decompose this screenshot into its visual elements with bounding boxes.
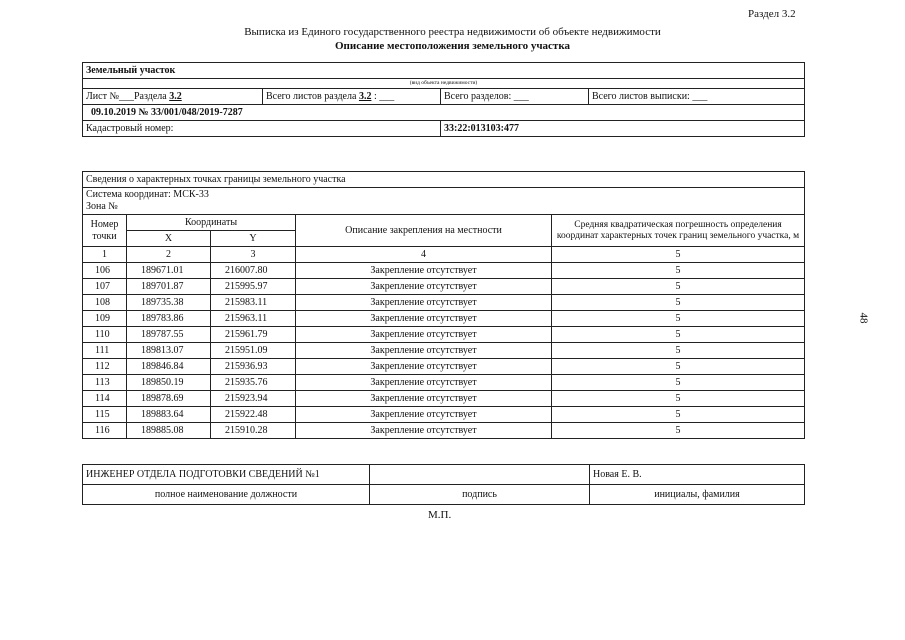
error-value: 5	[552, 263, 805, 279]
description: Закрепление отсутствует	[296, 375, 552, 391]
table-row	[83, 375, 805, 391]
y-value: 215961.79	[211, 327, 296, 343]
col-coords-header: Координаты	[127, 215, 296, 231]
x-value: 189850.19	[127, 375, 211, 391]
y-value: 215935.76	[211, 375, 296, 391]
error-value: 5	[552, 279, 805, 295]
x-value: 189878.69	[127, 391, 211, 407]
x-value: 189671.01	[127, 263, 211, 279]
y-value: 215951.09	[211, 343, 296, 359]
table-row	[83, 295, 805, 311]
points-table	[82, 171, 805, 439]
description: Закрепление отсутствует	[296, 391, 552, 407]
cadastral-label: Кадастровый номер:	[83, 121, 441, 137]
col-description-header: Описание закрепления на местности	[296, 215, 552, 247]
name-caption: инициалы, фамилия	[590, 485, 805, 505]
point-number: 115	[83, 407, 127, 423]
name-field: Новая Е. В.	[590, 465, 805, 485]
table-row	[83, 263, 805, 279]
description: Закрепление отсутствует	[296, 327, 552, 343]
signature-table	[82, 464, 805, 505]
x-value: 189885.08	[127, 423, 211, 439]
x-value: 189783.86	[127, 311, 211, 327]
y-value: 215910.28	[211, 423, 296, 439]
point-number: 109	[83, 311, 127, 327]
zone: Зона №	[86, 201, 118, 212]
position-caption: полное наименование должности	[83, 485, 370, 505]
description: Закрепление отсутствует	[296, 295, 552, 311]
table-row	[83, 391, 805, 407]
sheets-in-section	[263, 89, 441, 105]
point-number: 106	[83, 263, 127, 279]
point-number: 111	[83, 343, 127, 359]
table-row	[83, 279, 805, 295]
table-row	[83, 359, 805, 375]
stamp-mark: М.П.	[428, 509, 452, 521]
col-number: 3	[211, 247, 296, 263]
y-value: 215983.11	[211, 295, 296, 311]
y-value: 215923.94	[211, 391, 296, 407]
points-title: Сведения о характерных точках границы земельного участка	[83, 172, 805, 188]
point-number: 114	[83, 391, 127, 407]
sheets-in-section-value: 3.2	[358, 91, 372, 102]
error-value: 5	[552, 295, 805, 311]
sheets-in-section-label: Всего листов раздела	[266, 91, 359, 102]
description: Закрепление отсутствует	[296, 359, 552, 375]
sheet-number	[83, 89, 263, 105]
col-number: 4	[296, 247, 552, 263]
coord-info	[83, 188, 805, 215]
description: Закрепление отсутствует	[296, 407, 552, 423]
point-number: 116	[83, 423, 127, 439]
column-numbers-row	[83, 247, 805, 263]
document-title: Выписка из Единого государственного реестра недвижимости об объекте недвижимости	[244, 26, 661, 38]
error-value: 5	[552, 359, 805, 375]
x-value: 189883.64	[127, 407, 211, 423]
col-number: 2	[127, 247, 211, 263]
y-value: 215922.48	[211, 407, 296, 423]
point-number: 107	[83, 279, 127, 295]
table-row	[83, 327, 805, 343]
description: Закрепление отсутствует	[296, 423, 552, 439]
col-error-header: Средняя квадратическая погрешность определения координат характерных точек границ земельного участка, м	[552, 215, 805, 247]
object-type: Земельный участок	[83, 63, 805, 79]
sheets-in-section-suffix: : ___	[371, 91, 395, 102]
document-subtitle: Описание местоположения земельного участка	[334, 40, 571, 52]
object-info-table	[82, 62, 805, 137]
total-sheets: Всего листов выписки: ___	[589, 89, 805, 105]
table-row	[83, 311, 805, 327]
section-number: 3.2	[169, 91, 182, 102]
col-number: 1	[83, 247, 127, 263]
point-number: 108	[83, 295, 127, 311]
error-value: 5	[552, 327, 805, 343]
point-number: 113	[83, 375, 127, 391]
table-row	[83, 407, 805, 423]
x-value: 189813.07	[127, 343, 211, 359]
error-value: 5	[552, 343, 805, 359]
table-row	[83, 343, 805, 359]
y-value: 215963.11	[211, 311, 296, 327]
col-y-header: Y	[211, 231, 296, 247]
description: Закрепление отсутствует	[296, 263, 552, 279]
col-point-header: Номер точки	[83, 215, 127, 247]
x-value: 189735.38	[127, 295, 211, 311]
description: Закрепление отсутствует	[296, 311, 552, 327]
section-label: Раздел 3.2	[748, 8, 796, 20]
coord-system: Система координат: МСК-33	[86, 189, 209, 200]
description: Закрепление отсутствует	[296, 343, 552, 359]
error-value: 5	[552, 391, 805, 407]
points-rows	[83, 263, 805, 439]
point-number: 112	[83, 359, 127, 375]
x-value: 189701.87	[127, 279, 211, 295]
description: Закрепление отсутствует	[296, 279, 552, 295]
error-value: 5	[552, 311, 805, 327]
col-x-header: X	[127, 231, 211, 247]
position-field: ИНЖЕНЕР ОТДЕЛА ПОДГОТОВКИ СВЕДЕНИЙ №1	[83, 465, 370, 485]
doc-number: 09.10.2019 № 33/001/048/2019-7287	[83, 105, 805, 121]
col-number: 5	[552, 247, 805, 263]
signature-caption: подпись	[370, 485, 590, 505]
total-sections: Всего разделов: ___	[441, 89, 589, 105]
signature-field	[370, 465, 590, 485]
object-type-caption: (вид объекта недвижимости)	[83, 79, 805, 89]
cadastral-value: 33:22:013103:477	[441, 121, 805, 137]
x-value: 189846.84	[127, 359, 211, 375]
y-value: 215995.97	[211, 279, 296, 295]
y-value: 216007.80	[211, 263, 296, 279]
y-value: 215936.93	[211, 359, 296, 375]
table-row	[83, 423, 805, 439]
error-value: 5	[552, 423, 805, 439]
sheet-prefix: Лист №___Раздела	[86, 91, 170, 102]
point-number: 110	[83, 327, 127, 343]
page-number: 48	[857, 312, 870, 324]
error-value: 5	[552, 375, 805, 391]
error-value: 5	[552, 407, 805, 423]
x-value: 189787.55	[127, 327, 211, 343]
